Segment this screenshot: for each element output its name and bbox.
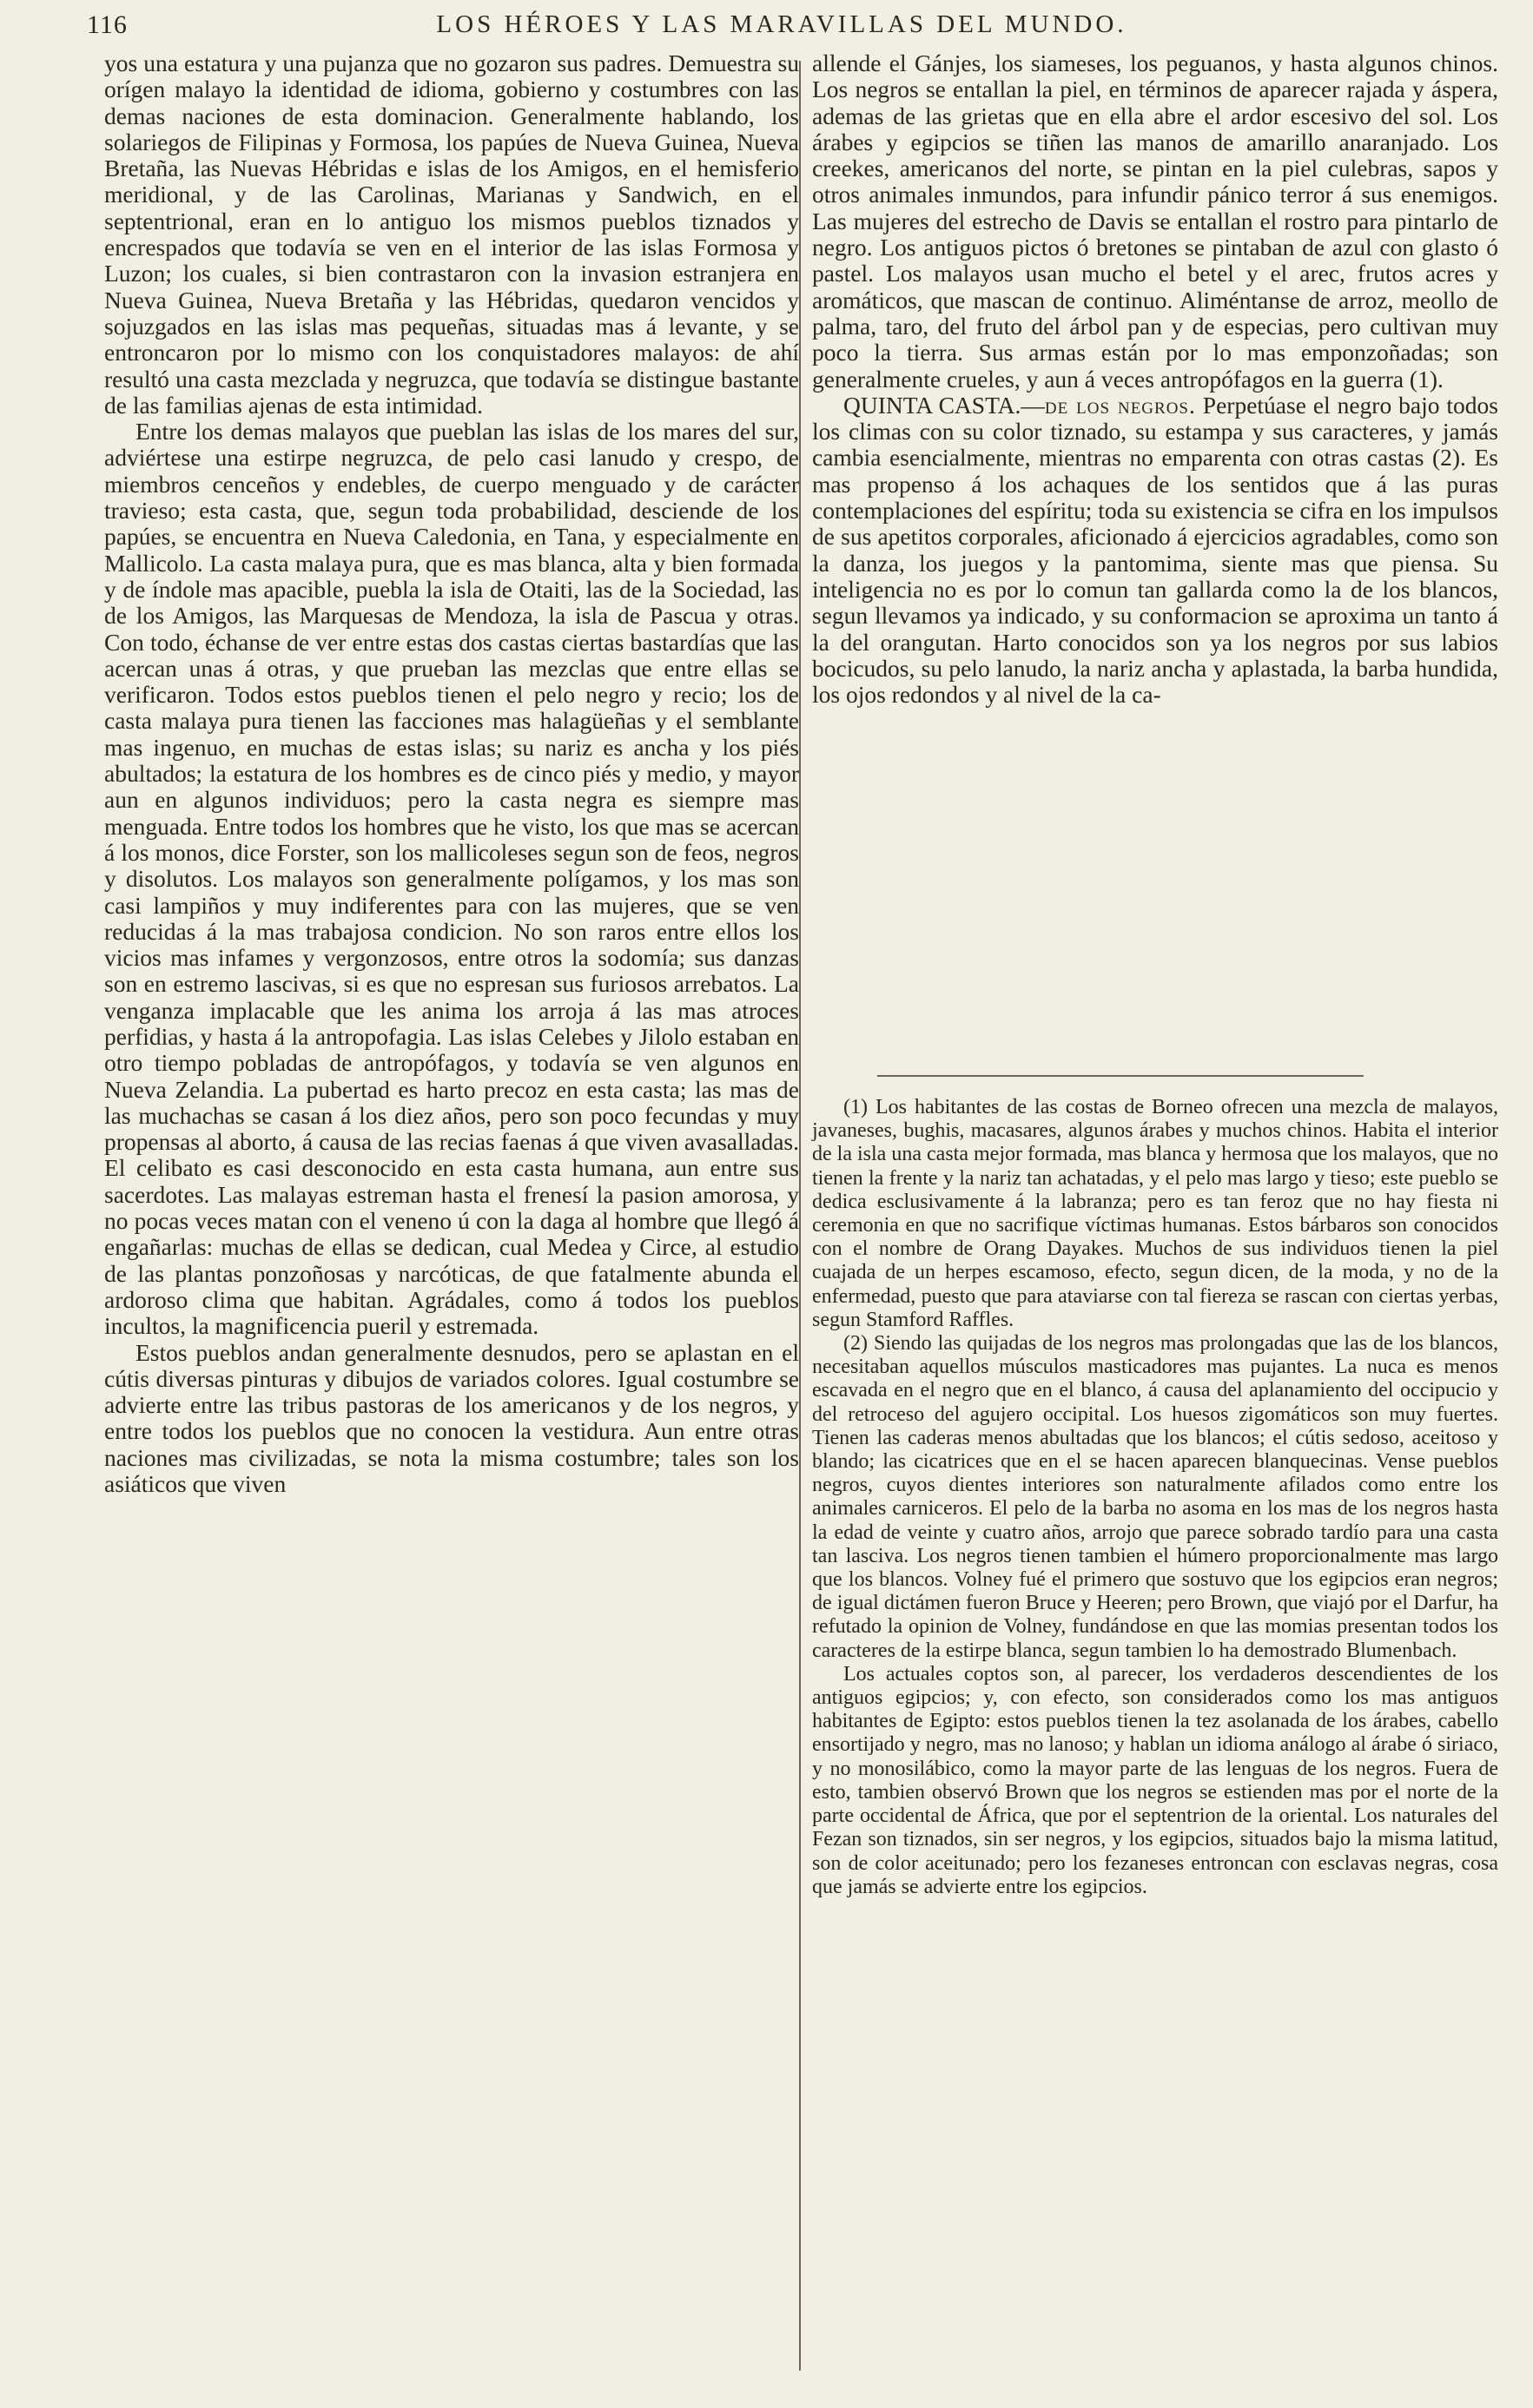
section-heading: QUINTA CASTA.— bbox=[843, 391, 1045, 419]
right-column bbox=[812, 50, 1498, 708]
column-divider bbox=[799, 61, 801, 2371]
page-header bbox=[87, 7, 1477, 42]
footnote: Los actuales coptos son, al parecer, los verdaderos descendientes de los antiguos egipcios; y, con efecto, son considerados como los mas antiguos habitantes de Egipto: estos pueblos tienen la tez asolanada de los árabes, cabello ensortijado y negro, mas no lanoso; y hablan un idioma análogo al árabe ó siriaco, y no monosilábico, como la mayor parte de las lenguas de los negros. Fuera de esto, tambien observó Brown que los negros se estienden mas por el norte de la parte occidental de África, que por el septentrion de la oriental. Los naturales del Fezan son tiznados, sin ser negros, y los egipcios, situados bajo la misma latitud, son de color aceitunado; pero los fezaneses entroncan con esclavas negras, cosa que jamás se advierte entre los egipcios. bbox=[812, 1662, 1498, 1898]
footnote: (2) Siendo las quijadas de los negros mas prolongadas que las de los blancos, necesitaban aquellos músculos masticadores mas pujantes. La nuca es menos escavada en el negro que en el blanco, á causa del aplanamiento del occipucio y del retroceso del agujero occipital. Los huesos zigomáticos son muy fuertes. Tienen las caderas menos abultadas que los blancos; el cútis sedoso, aceitoso y blando; las cicatrices que en el se hacen aparecen blanquecinas. Vense pueblos negros, cuyos dientes interiores son naturalmente afilados como entre los animales carniceros. El pelo de la barba no asoma en los mas de los negros hasta la edad de veinte y cuatro años, arrojo que parece sobrado tardío para una casta tan lasciva. Los negros tienen tambien el húmero proporcionalmente mas largo que los blancos. Volney fué el primero que sostuvo que los egipcios eran negros; de igual dictámen fueron Bruce y Heeren; pero Brown, que viajó por el Darfur, ha refutado la opinion de Volney, fundándose en que las momias presentan todos los caracteres de la estirpe blanca, segun tambien lo ha demostrado Blumenbach. bbox=[812, 1332, 1498, 1662]
page-number: 116 bbox=[87, 10, 128, 39]
paragraph: Entre los demas malayos que pueblan las islas de los mares del sur, adviértese una estirpe negruzca, de pelo casi lanudo y crespo, de miembros cenceños y endebles, de cuerpo menguado y de carácter travieso; esta casta, que, segun toda probabilidad, desciende de los papúes, se encuentra en Nueva Caledonia, en Tana, y especialmente en Mallicolo. La casta malaya pura, que es mas blanca, alta y bien formada y de índole mas apacible, puebla la isla de Otaiti, las de la Sociedad, las de los Amigos, las Marquesas de Mendoza, la isla de Pascua y otras. Con todo, échanse de ver entre estas dos castas ciertas bastardías que las acercan unas á otras, y que prueban las mezclas que entre ellas se verificaron. Todos estos pueblos tienen el pelo negro y recio; los de casta malaya pura tienen las facciones mas halagüeñas y el semblante mas ingenuo, en muchas de estas islas; su nariz es ancha y los piés abultados; la estatura de los hombres es de cinco piés y medio, y mayor aun en algunos individuos; pero la casta negra es siempre mas menguada. Entre todos los hombres que he visto, los que mas se acercan á los monos, dice Forster, son los mallicoleses segun son de feos, negros y disolutos. Los malayos son generalmente polígamos, y los mas son casi lampiños y muy indiferentes para con las mujeres, que se ven reducidas á la mas trabajosa condicion. No son raros entre ellos los vicios mas infames y vergonzosos, entre otros la sodomía; sus danzas son en estremo lascivas, si es que no espresan sus furiosos arrebatos. La venganza implacable que les anima los arroja á las mas atroces perfidias, y hasta á la antropofagia. Las islas Celebes y Jilolo estaban en otro tiempo pobladas de antropófagos, y todavía se ven algunos en Nueva Zelandia. La pubertad es harto precoz en esta casta; las mas de las muchachas se casan á los diez años, pero son poco fecundas y muy propensas al aborto, á causa de las recias faenas á que viven avasalladas. El celibato es casi desconocido en esta casta humana, aun entre sus sacerdotes. Las malayas estreman hasta el frenesí la pasion amorosa, y no pocas veces matan con el veneno ú con la daga al hombre que llegó á engañarlas: muchas de ellas se dedican, cual Medea y Circe, al estudio de las plantas ponzoñosas y narcóticas, de que fatalmente abunda el ardoroso clima que habitan. Agrádales, como á todos los pueblos incultos, la magnificencia pueril y estremada. bbox=[104, 418, 799, 1340]
paragraph: Estos pueblos andan generalmente desnudos, pero se aplastan en el cútis diversas pinturas y dibujos de variados colores. Igual costumbre se advierte entre las tribus pastoras de los americanos y de los negros, y entre todos los pueblos que no conocen la vestidura. Aun entre otras naciones mas civilizadas, se nota la misma costumbre; tales son los asiáticos que viven bbox=[104, 1338, 799, 1498]
running-title: LOS HÉROES Y LAS MARAVILLAS DEL MUNDO. bbox=[436, 10, 1127, 38]
section-text: Perpetúase el negro bajo todos los climas con su color tiznado, su estampa y sus caracteres, y jamás cambia esencialmente, mientras no emparenta con otras castas (2). Es mas propenso á los achaques de los sentidos que á las puras contemplaciones del espíritu; toda su existencia se cifra en los impulsos de sus apetitos corporales, aficionado á ejercicios agradables, como son la danza, los juegos y la pantomima, siente mas que piensa. Su inteligencia no es por lo comun tan gallarda como la de los blancos, segun llevamos ya indicado, y su conformacion se aproxima un tanto á la del orangutan. Harto conocidos son ya los negros por sus labios bocicudos, su pelo lanudo, la nariz ancha y aplastada, la barba hundida, los ojos redondos y al nivel de la ca- bbox=[812, 391, 1498, 709]
left-column bbox=[104, 50, 799, 2378]
paragraph: allende el Gánjes, los siameses, los peguanos, y hasta algunos chinos. Los negros se entallan la piel, en términos de aparecer rajada y áspera, ademas de las grietas que en ella abre el ardor escesivo del sol. Los árabes y egipcios se tiñen las manos de amarillo anaranjado. Los creekes, americanos del norte, se pintan en la piel culebras, sapos y otros animales inmundos, para infundir pánico terror á sus enemigos. Las mujeres del estrecho de Davis se entallan el rostro para pintarlo de negro. Los antiguos pictos ó bretones se pintaban de azul con glasto ó pastel. Los malayos usan mucho el betel y el arec, frutos acres y aromáticos, que mascan de continuo. Aliméntanse de arroz, meollo de palma, taro, del fruto del árbol pan y de especias, pero cultivan muy poco la tierra. Sus armas están por lo mas emponzoñadas; son generalmente crueles, y aun á veces antropófagos en la guerra (1). bbox=[812, 49, 1498, 393]
footnotes bbox=[812, 1096, 1498, 1899]
section-subheading: de los negros. bbox=[1044, 391, 1196, 419]
section-paragraph bbox=[812, 393, 1498, 709]
paragraph: yos una estatura y una pujanza que no gozaron sus padres. Demuestra su orígen malayo la identidad de idioma, gobierno y costumbres con las demas naciones de esta dominacion. Generalmente hablando, los solariegos de Filipinas y Formosa, los papúes de Nueva Guinea, Nueva Bretaña, las Nuevas Hébridas e islas de los Amigos, en el hemisferio meridional, y de las Carolinas, Marianas y Sandwich, en el septentrional, eran en lo antiguo los mismos pueblos tiznados y encrespados que todavía se ven en el interior de las islas Formosa y Luzon; los cuales, si bien contrastaron con la invasion estranjera en Nueva Guinea, Nueva Bretaña y las Hébridas, quedaron vencidos y sojuzgados en las islas mas pequeñas, situadas mas á levante, y se entroncaron por lo mismo con los conquistadores malayos: de ahí resultó una casta mezclada y negruzca, que todavía se distingue bastante de las familias ajenas de esta intimidad. bbox=[104, 49, 799, 419]
footnote-rule bbox=[877, 1075, 1364, 1077]
footnote: (1) Los habitantes de las costas de Borneo ofrecen una mezcla de malayos, javaneses, bughis, macasares, algunos árabes y muchos chinos. Habita el interior de la isla una casta mejor formada, mas blanca y hermosa que los malayos, que no tienen la frente y la nariz tan achatadas, y el pelo mas largo y tieso; este pueblo se dedica esclusivamente á la labranza; pero es tan feroz que no hay fiesta ni ceremonia en que no sacrifique víctimas humanas. Estos bárbaros son conocidos con el nombre de Orang Dayakes. Muchos de sus individuos tienen la piel cuajada de un herpes escamoso, efecto, segun dicen, de la moda, y no de la enfermedad, puesto que para ataviarse con tal fiereza se rascan con ciertas yerbas, segun Stamford Raffles. bbox=[812, 1096, 1498, 1331]
